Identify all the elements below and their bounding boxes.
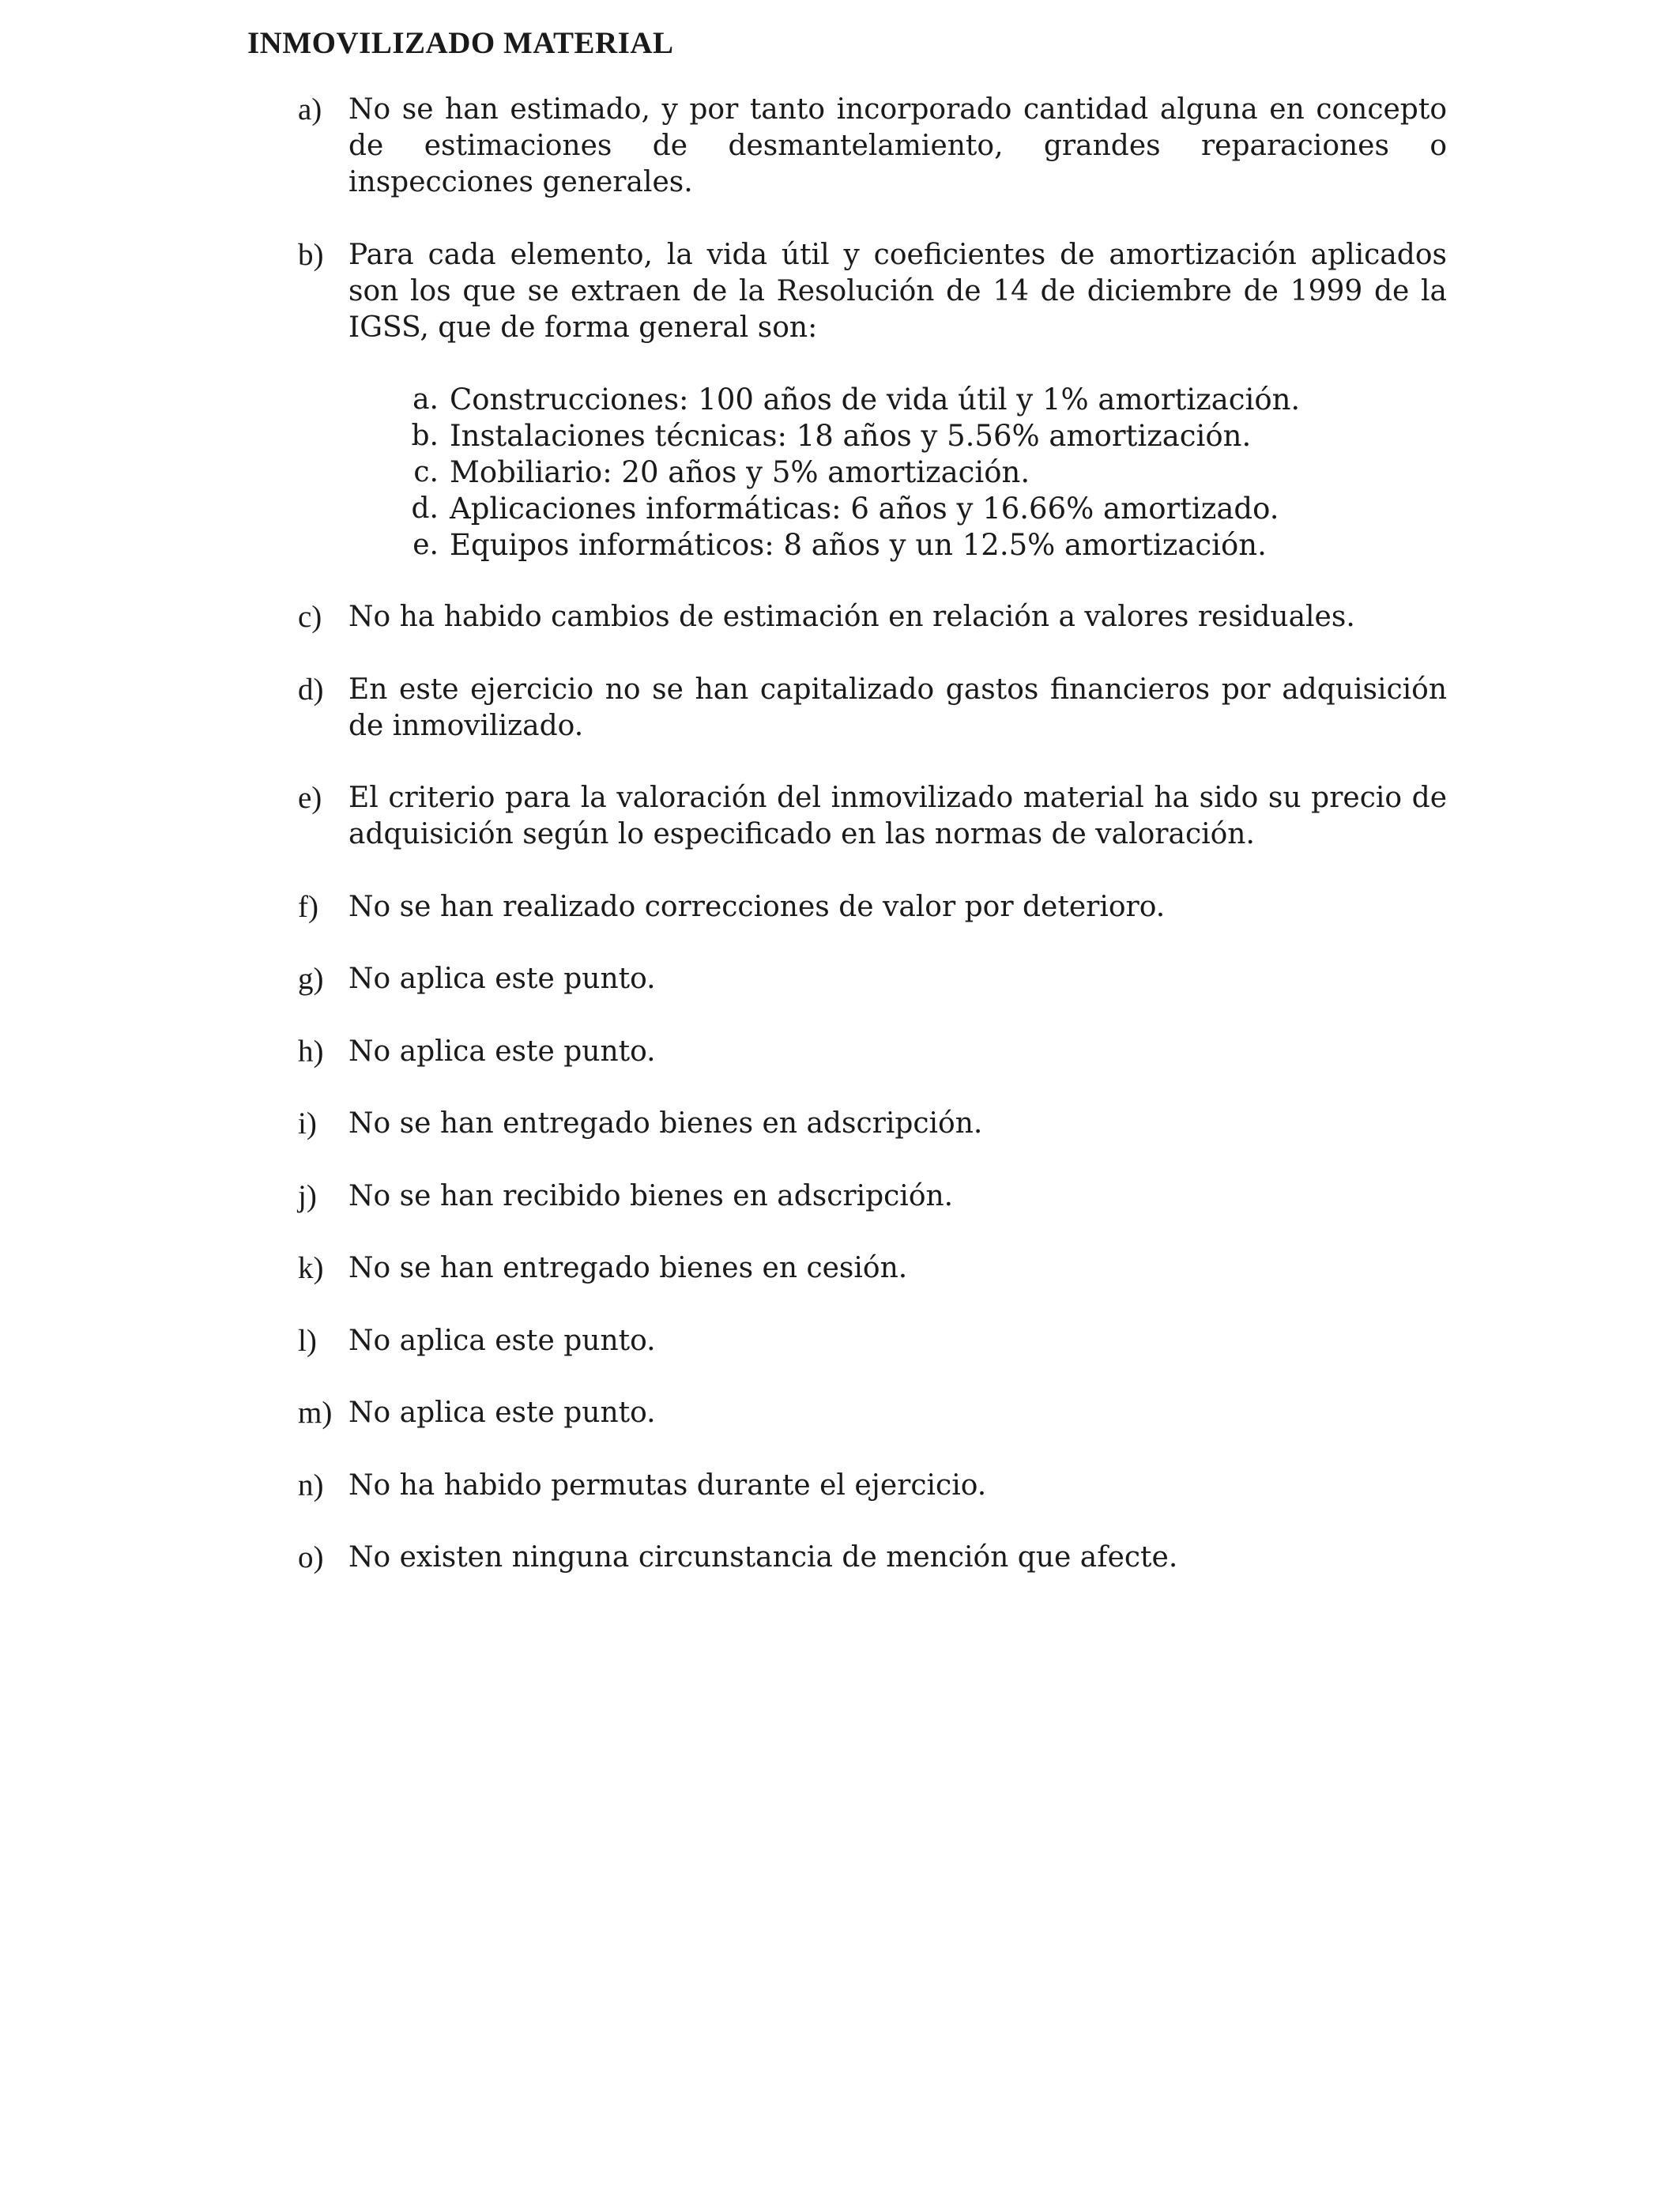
list-item-f xyxy=(298,889,1447,925)
list-item-text: No se han entregado bienes en cesión. xyxy=(348,1252,908,1284)
list-marker: n) xyxy=(298,1468,324,1502)
list-marker: b) xyxy=(298,237,324,272)
sublist-item xyxy=(399,382,1447,418)
list-marker: h) xyxy=(298,1034,324,1069)
notes-list xyxy=(298,92,1447,1612)
list-item-text: No aplica este punto. xyxy=(348,1035,656,1068)
sublist-item-text: Instalaciones técnicas: 18 años y 5.56% amortización. xyxy=(450,418,1252,453)
sublist-item xyxy=(399,418,1447,454)
list-item-e xyxy=(298,780,1447,853)
list-item-a xyxy=(298,92,1447,201)
list-item-text: No se han estimado, y por tanto incorporado cantidad alguna en concepto de estimaciones de desmantelamiento, grandes reparaciones o inspecciones generales. xyxy=(348,93,1447,198)
list-item-text: No ha habido permutas durante el ejercicio. xyxy=(348,1468,987,1502)
list-marker: c) xyxy=(298,600,322,634)
sublist-marker: d. xyxy=(411,492,439,525)
list-item-m xyxy=(298,1395,1447,1431)
list-item-text: No existen ninguna circunstancia de mención que afecte. xyxy=(348,1541,1178,1574)
list-marker: o) xyxy=(298,1540,324,1574)
sublist-item-text: Construcciones: 100 años de vida útil y 1% amortización. xyxy=(450,382,1301,417)
sublist-item xyxy=(399,454,1447,491)
list-marker: k) xyxy=(298,1251,324,1285)
list-marker: i) xyxy=(298,1106,317,1140)
sublist-item-text: Equipos informáticos: 8 años y un 12.5% amortización. xyxy=(450,527,1267,562)
list-marker: l) xyxy=(298,1323,317,1358)
list-item-j xyxy=(298,1178,1447,1215)
list-item-d xyxy=(298,672,1447,745)
sublist-marker: e. xyxy=(412,528,439,561)
section-title: INMOVILIZADO MATERIAL xyxy=(247,26,674,60)
list-item-text: El criterio para la valoración del inmovilizado material ha sido su precio de adquisición según lo especificado en las normas de valoración. xyxy=(348,782,1447,850)
list-item-text: No aplica este punto. xyxy=(348,963,656,995)
list-item-i xyxy=(298,1106,1447,1142)
list-item-body xyxy=(348,237,1447,564)
list-item-n xyxy=(298,1468,1447,1504)
sublist-item xyxy=(399,527,1447,564)
sublist-item-text: Mobiliario: 20 años y 5% amortización. xyxy=(450,454,1030,489)
list-item-o xyxy=(298,1540,1447,1576)
list-item-l xyxy=(298,1323,1447,1359)
list-marker: j) xyxy=(298,1178,317,1213)
list-item-c xyxy=(298,599,1447,635)
list-item-g xyxy=(298,961,1447,997)
list-item-text: Para cada elemento, la vida útil y coeficientes de amortización aplicados son los que se extraen de la Resolución de 14 de diciembre de 1999 de la IGSS, que de forma general son: xyxy=(348,238,1447,344)
list-marker: a) xyxy=(298,92,322,126)
list-item-b xyxy=(298,237,1447,564)
sublist-marker: a. xyxy=(412,383,439,416)
list-marker: d) xyxy=(298,672,324,707)
sublist-marker: c. xyxy=(413,455,439,488)
list-item-text: No aplica este punto. xyxy=(348,1397,656,1429)
list-item-text: No se han realizado correcciones de valor por deterioro. xyxy=(348,890,1166,923)
list-item-text: No se han entregado bienes en adscripción. xyxy=(348,1107,983,1140)
list-marker: f) xyxy=(298,889,318,924)
list-item-text: En este ejercicio no se han capitalizado gastos financieros por adquisición de inmovilizado. xyxy=(348,673,1447,742)
sublist-item-text: Aplicaciones informáticas: 6 años y 16.66% amortizado. xyxy=(450,491,1279,526)
list-item-text: No aplica este punto. xyxy=(348,1324,656,1357)
list-marker: e) xyxy=(298,781,322,815)
list-marker: g) xyxy=(298,962,324,996)
list-item-k xyxy=(298,1250,1447,1287)
amortization-sublist xyxy=(348,382,1447,564)
sublist-marker: b. xyxy=(411,419,439,452)
list-item-h xyxy=(298,1034,1447,1070)
list-marker: m) xyxy=(298,1396,333,1430)
list-item-text: No ha habido cambios de estimación en relación a valores residuales. xyxy=(348,601,1355,633)
list-item-text: No se han recibido bienes en adscripción. xyxy=(348,1179,954,1212)
sublist-item xyxy=(399,491,1447,527)
